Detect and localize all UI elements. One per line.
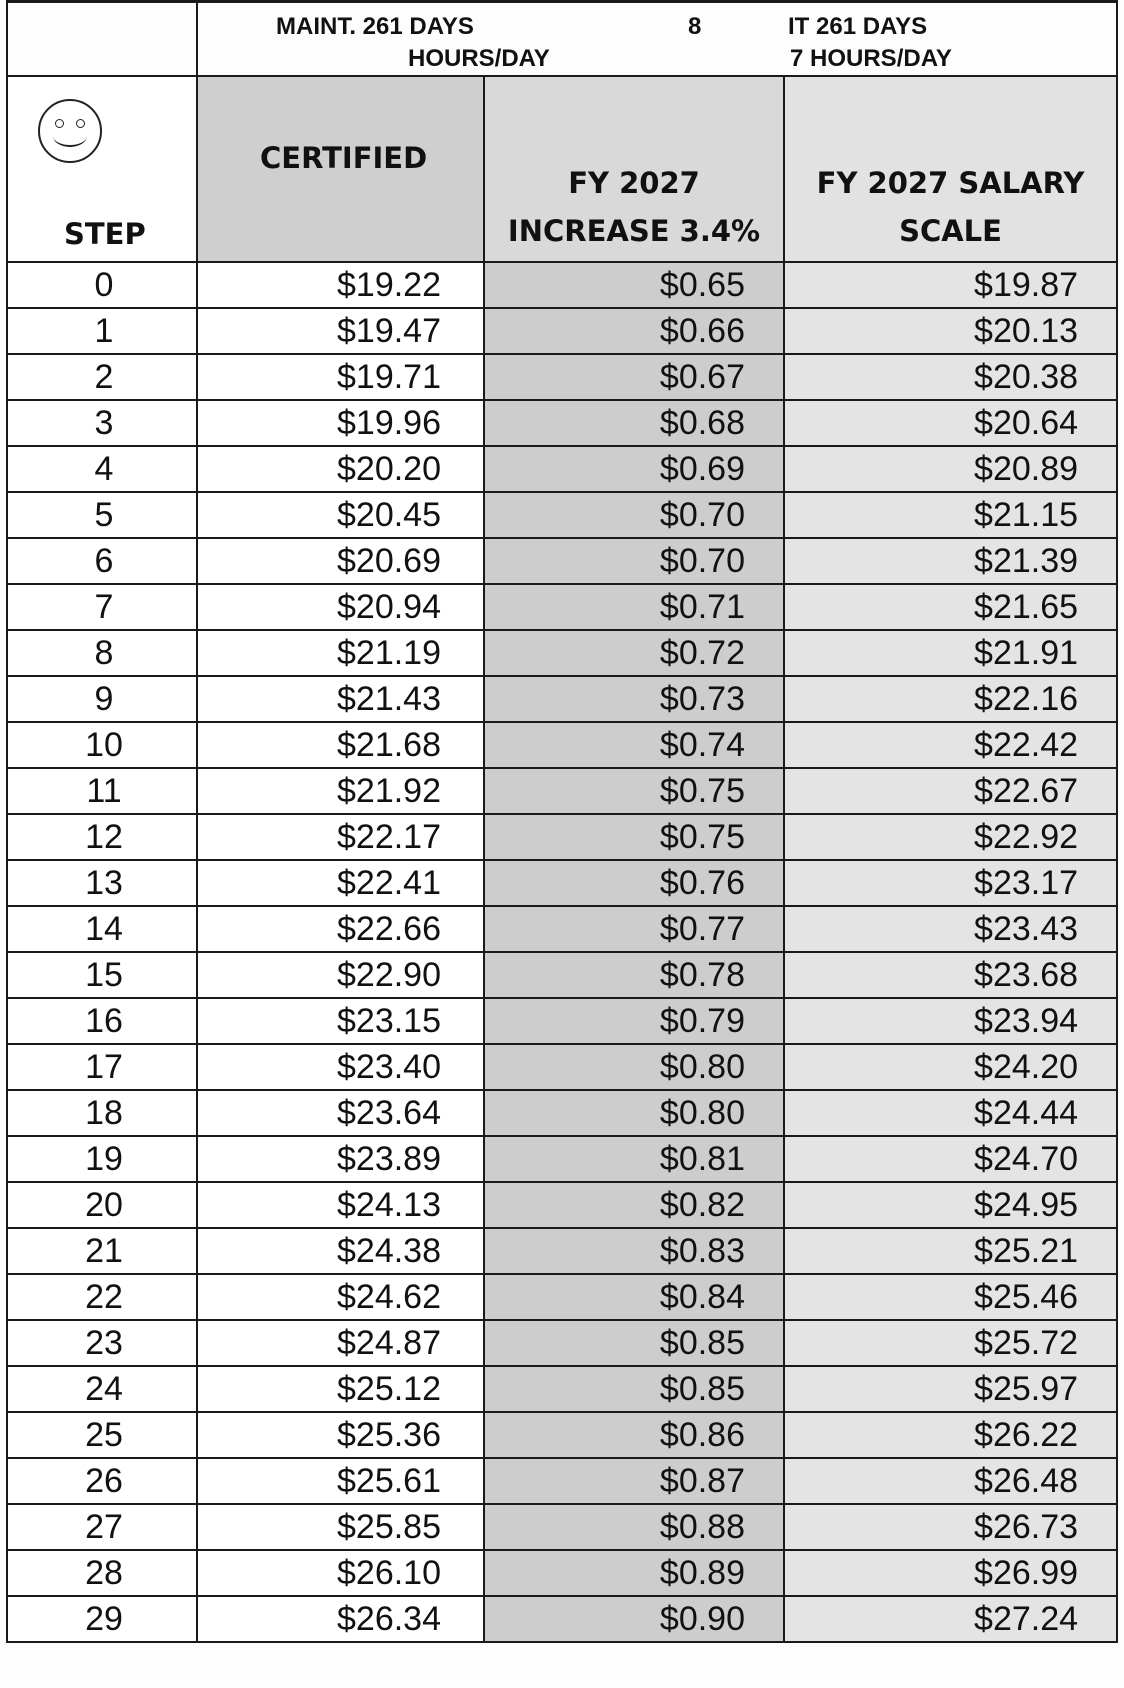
certified-cell: $24.38	[197, 1228, 484, 1274]
table-row	[7, 492, 1117, 538]
table-row	[7, 860, 1117, 906]
step-header-label: STEP	[64, 217, 146, 251]
step-cell: 2	[7, 354, 197, 400]
scale-cell: $26.22	[784, 1412, 1117, 1458]
table-row	[7, 1596, 1117, 1642]
increase-header-line1: FY 2027	[568, 166, 700, 200]
step-cell: 19	[7, 1136, 197, 1182]
table-row	[7, 1090, 1117, 1136]
table-row	[7, 446, 1117, 492]
scale-cell: $25.97	[784, 1366, 1117, 1412]
table-row	[7, 1228, 1117, 1274]
salary-scale-header-line1: FY 2027 SALARY	[816, 166, 1085, 200]
certified-cell: $20.20	[197, 446, 484, 492]
increase-cell: $0.90	[484, 1596, 784, 1642]
step-cell: 15	[7, 952, 197, 998]
certified-cell: $19.96	[197, 400, 484, 446]
step-cell: 20	[7, 1182, 197, 1228]
table-row	[7, 262, 1117, 308]
step-cell: 1	[7, 308, 197, 354]
certified-cell: $21.92	[197, 768, 484, 814]
step-cell: 25	[7, 1412, 197, 1458]
increase-cell: $0.85	[484, 1320, 784, 1366]
certified-cell: $21.68	[197, 722, 484, 768]
certified-cell: $19.47	[197, 308, 484, 354]
table-row	[7, 906, 1117, 952]
scale-cell: $27.24	[784, 1596, 1117, 1642]
scale-cell: $22.42	[784, 722, 1117, 768]
column-header-row	[7, 76, 1117, 262]
increase-cell: $0.84	[484, 1274, 784, 1320]
scale-cell: $21.39	[784, 538, 1117, 584]
step-cell: 27	[7, 1504, 197, 1550]
step-cell: 28	[7, 1550, 197, 1596]
step-cell: 23	[7, 1320, 197, 1366]
maint-hours-label: HOURS/DAY	[408, 45, 550, 72]
increase-cell: $0.83	[484, 1228, 784, 1274]
step-cell: 18	[7, 1090, 197, 1136]
increase-cell: $0.76	[484, 860, 784, 906]
step-cell: 7	[7, 584, 197, 630]
scale-cell: $23.17	[784, 860, 1117, 906]
step-cell: 16	[7, 998, 197, 1044]
step-cell: 24	[7, 1366, 197, 1412]
increase-cell: $0.66	[484, 308, 784, 354]
step-cell: 22	[7, 1274, 197, 1320]
scale-cell: $21.91	[784, 630, 1117, 676]
certified-cell: $22.41	[197, 860, 484, 906]
certified-cell: $19.71	[197, 354, 484, 400]
maint-hours-value: 8	[688, 13, 702, 40]
salary-scale-header-line2: SCALE	[899, 214, 1002, 248]
certified-cell: $22.90	[197, 952, 484, 998]
increase-cell: $0.77	[484, 906, 784, 952]
table-row	[7, 308, 1117, 354]
increase-cell: $0.80	[484, 1044, 784, 1090]
scale-cell: $23.43	[784, 906, 1117, 952]
certified-cell: $20.69	[197, 538, 484, 584]
certified-cell: $19.22	[197, 262, 484, 308]
scale-cell: $23.68	[784, 952, 1117, 998]
table-row	[7, 952, 1117, 998]
table-row	[7, 1044, 1117, 1090]
certified-cell: $22.17	[197, 814, 484, 860]
scale-cell: $24.95	[784, 1182, 1117, 1228]
step-cell: 14	[7, 906, 197, 952]
certified-cell: $23.64	[197, 1090, 484, 1136]
step-cell: 12	[7, 814, 197, 860]
increase-cell: $0.89	[484, 1550, 784, 1596]
step-cell: 0	[7, 262, 197, 308]
smiley-face-icon	[38, 99, 102, 163]
step-cell: 8	[7, 630, 197, 676]
certified-cell: $22.66	[197, 906, 484, 952]
certified-cell: $21.43	[197, 676, 484, 722]
step-cell: 4	[7, 446, 197, 492]
table-row	[7, 1320, 1117, 1366]
table-row	[7, 1550, 1117, 1596]
certified-cell: $20.94	[197, 584, 484, 630]
increase-cell: $0.72	[484, 630, 784, 676]
scale-cell: $20.64	[784, 400, 1117, 446]
it-days-label: IT 261 DAYS	[788, 13, 928, 40]
step-cell: 3	[7, 400, 197, 446]
certified-cell: $25.61	[197, 1458, 484, 1504]
increase-cell: $0.65	[484, 262, 784, 308]
increase-cell: $0.75	[484, 768, 784, 814]
step-cell: 5	[7, 492, 197, 538]
table-row	[7, 1504, 1117, 1550]
scale-cell: $19.87	[784, 262, 1117, 308]
step-cell: 21	[7, 1228, 197, 1274]
step-cell: 9	[7, 676, 197, 722]
table-row	[7, 676, 1117, 722]
table-row	[7, 722, 1117, 768]
salary-table	[6, 0, 1118, 1643]
increase-cell: $0.74	[484, 722, 784, 768]
increase-cell: $0.88	[484, 1504, 784, 1550]
table-row	[7, 1274, 1117, 1320]
increase-cell: $0.71	[484, 584, 784, 630]
certified-cell: $25.12	[197, 1366, 484, 1412]
table-row	[7, 998, 1117, 1044]
certified-cell: $23.15	[197, 998, 484, 1044]
table-row	[7, 1458, 1117, 1504]
scale-cell: $26.99	[784, 1550, 1117, 1596]
table-row	[7, 1182, 1117, 1228]
table-row	[7, 354, 1117, 400]
increase-cell: $0.75	[484, 814, 784, 860]
table-row	[7, 1366, 1117, 1412]
table-row	[7, 1412, 1117, 1458]
scale-cell: $22.92	[784, 814, 1117, 860]
schedule-info-cell	[197, 2, 1117, 77]
increase-header	[484, 76, 784, 262]
scale-cell: $20.38	[784, 354, 1117, 400]
scale-cell: $21.15	[784, 492, 1117, 538]
certified-cell: $24.62	[197, 1274, 484, 1320]
scale-cell: $20.89	[784, 446, 1117, 492]
increase-cell: $0.70	[484, 492, 784, 538]
step-cell: 29	[7, 1596, 197, 1642]
increase-cell: $0.78	[484, 952, 784, 998]
scale-cell: $20.13	[784, 308, 1117, 354]
certified-cell: $25.36	[197, 1412, 484, 1458]
certified-header-label: CERTIFIED	[260, 141, 428, 175]
increase-cell: $0.82	[484, 1182, 784, 1228]
it-hours-label: 7 HOURS/DAY	[790, 45, 952, 72]
certified-cell: $24.87	[197, 1320, 484, 1366]
certified-cell: $24.13	[197, 1182, 484, 1228]
increase-cell: $0.87	[484, 1458, 784, 1504]
increase-cell: $0.80	[484, 1090, 784, 1136]
scale-cell: $24.44	[784, 1090, 1117, 1136]
step-cell: 26	[7, 1458, 197, 1504]
certified-cell: $20.45	[197, 492, 484, 538]
table-row	[7, 814, 1117, 860]
certified-cell: $26.10	[197, 1550, 484, 1596]
certified-cell: $21.19	[197, 630, 484, 676]
table-row	[7, 538, 1117, 584]
increase-cell: $0.69	[484, 446, 784, 492]
table-row	[7, 768, 1117, 814]
scale-cell: $25.46	[784, 1274, 1117, 1320]
scale-cell: $25.21	[784, 1228, 1117, 1274]
certified-cell: $23.89	[197, 1136, 484, 1182]
scale-cell: $22.16	[784, 676, 1117, 722]
table-row	[7, 630, 1117, 676]
step-header	[7, 76, 197, 262]
scale-cell: $22.67	[784, 768, 1117, 814]
certified-header	[197, 76, 484, 262]
certified-cell: $26.34	[197, 1596, 484, 1642]
scale-cell: $24.20	[784, 1044, 1117, 1090]
increase-cell: $0.79	[484, 998, 784, 1044]
table-row	[7, 400, 1117, 446]
step-cell: 11	[7, 768, 197, 814]
scale-cell: $26.48	[784, 1458, 1117, 1504]
increase-cell: $0.67	[484, 354, 784, 400]
step-cell: 10	[7, 722, 197, 768]
salary-scale-header	[784, 76, 1117, 262]
step-cell: 17	[7, 1044, 197, 1090]
table-row	[7, 584, 1117, 630]
scale-cell: $25.72	[784, 1320, 1117, 1366]
increase-cell: $0.70	[484, 538, 784, 584]
scale-cell: $26.73	[784, 1504, 1117, 1550]
maint-days-label: MAINT. 261 DAYS	[276, 13, 474, 40]
increase-cell: $0.68	[484, 400, 784, 446]
scale-cell: $24.70	[784, 1136, 1117, 1182]
certified-cell: $25.85	[197, 1504, 484, 1550]
increase-cell: $0.81	[484, 1136, 784, 1182]
increase-cell: $0.73	[484, 676, 784, 722]
scale-cell: $21.65	[784, 584, 1117, 630]
certified-cell: $23.40	[197, 1044, 484, 1090]
blank-corner-cell	[7, 2, 197, 77]
increase-cell: $0.86	[484, 1412, 784, 1458]
schedule-header-row	[7, 2, 1117, 77]
increase-header-line2: INCREASE 3.4%	[507, 214, 761, 248]
increase-cell: $0.85	[484, 1366, 784, 1412]
step-cell: 13	[7, 860, 197, 906]
step-cell: 6	[7, 538, 197, 584]
scale-cell: $23.94	[784, 998, 1117, 1044]
table-row	[7, 1136, 1117, 1182]
